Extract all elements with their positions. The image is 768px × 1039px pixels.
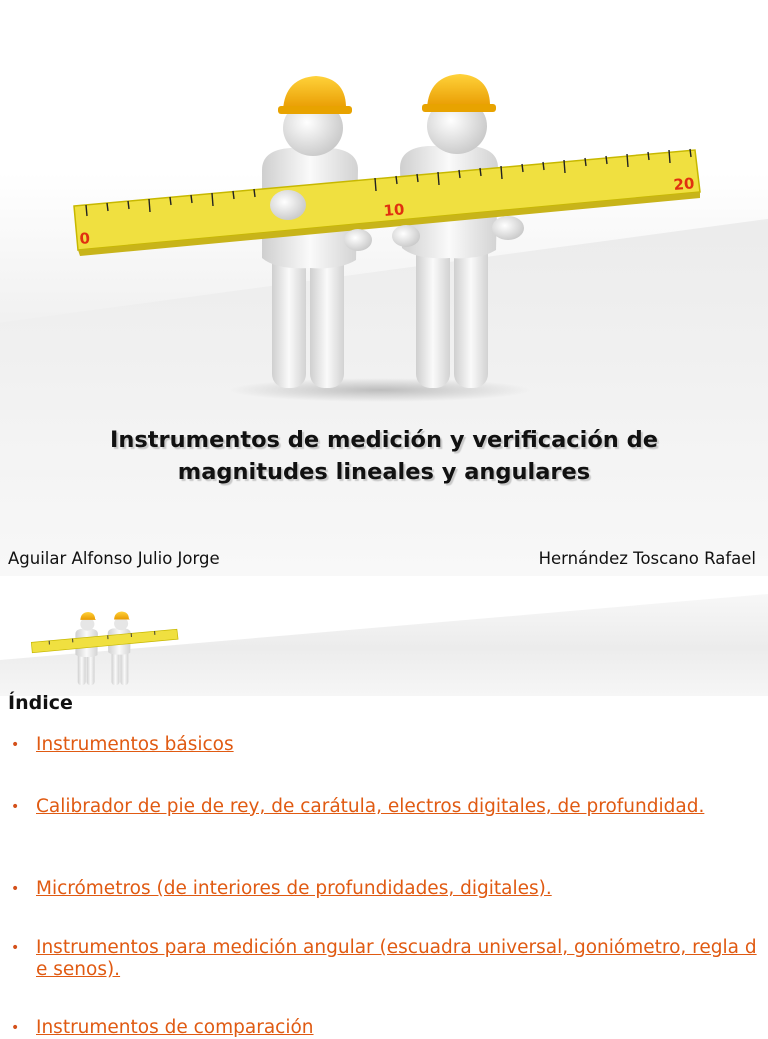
bullet-icon: • [11, 1017, 19, 1039]
toc-link-medicion-angular[interactable]: Instrumentos para medición angular (escuadra universal, goniómetro, regla de senos). [36, 937, 764, 981]
title-line-2: magnitudes lineales y angulares [40, 456, 728, 488]
author-right: Hernández Toscano Rafael [539, 549, 756, 568]
author-left: Aguilar Alfonso Julio Jorge [8, 549, 220, 568]
bullet-icon: • [11, 878, 19, 900]
workers-ruler-thumbnail [14, 586, 194, 696]
index-slide [0, 576, 768, 1024]
toc-link-instrumentos-basicos[interactable]: Instrumentos básicos [36, 734, 764, 756]
ruler-label-20: 20 [673, 174, 695, 194]
toc-link-calibrador[interactable]: Calibrador de pie de rey, de carátula, electros digitales, de profundidad. [36, 796, 764, 818]
ruler-label-10: 10 [383, 200, 405, 220]
bullet-icon: • [11, 796, 19, 818]
bullet-icon: • [11, 734, 19, 756]
ruler-label-0: 0 [79, 229, 91, 248]
title-line-1: Instrumentos de medición y verificación de [40, 424, 728, 456]
presentation-title [40, 424, 728, 488]
workers-ruler-illustration [0, 0, 768, 400]
index-heading: Índice [8, 692, 73, 714]
bullet-icon: • [11, 937, 19, 959]
yellow-ruler [74, 149, 700, 256]
toc-link-micrometros[interactable]: Micrómetros (de interiores de profundidades, digitales). [36, 878, 764, 900]
toc-link-comparacion[interactable]: Instrumentos de comparación [36, 1017, 764, 1039]
